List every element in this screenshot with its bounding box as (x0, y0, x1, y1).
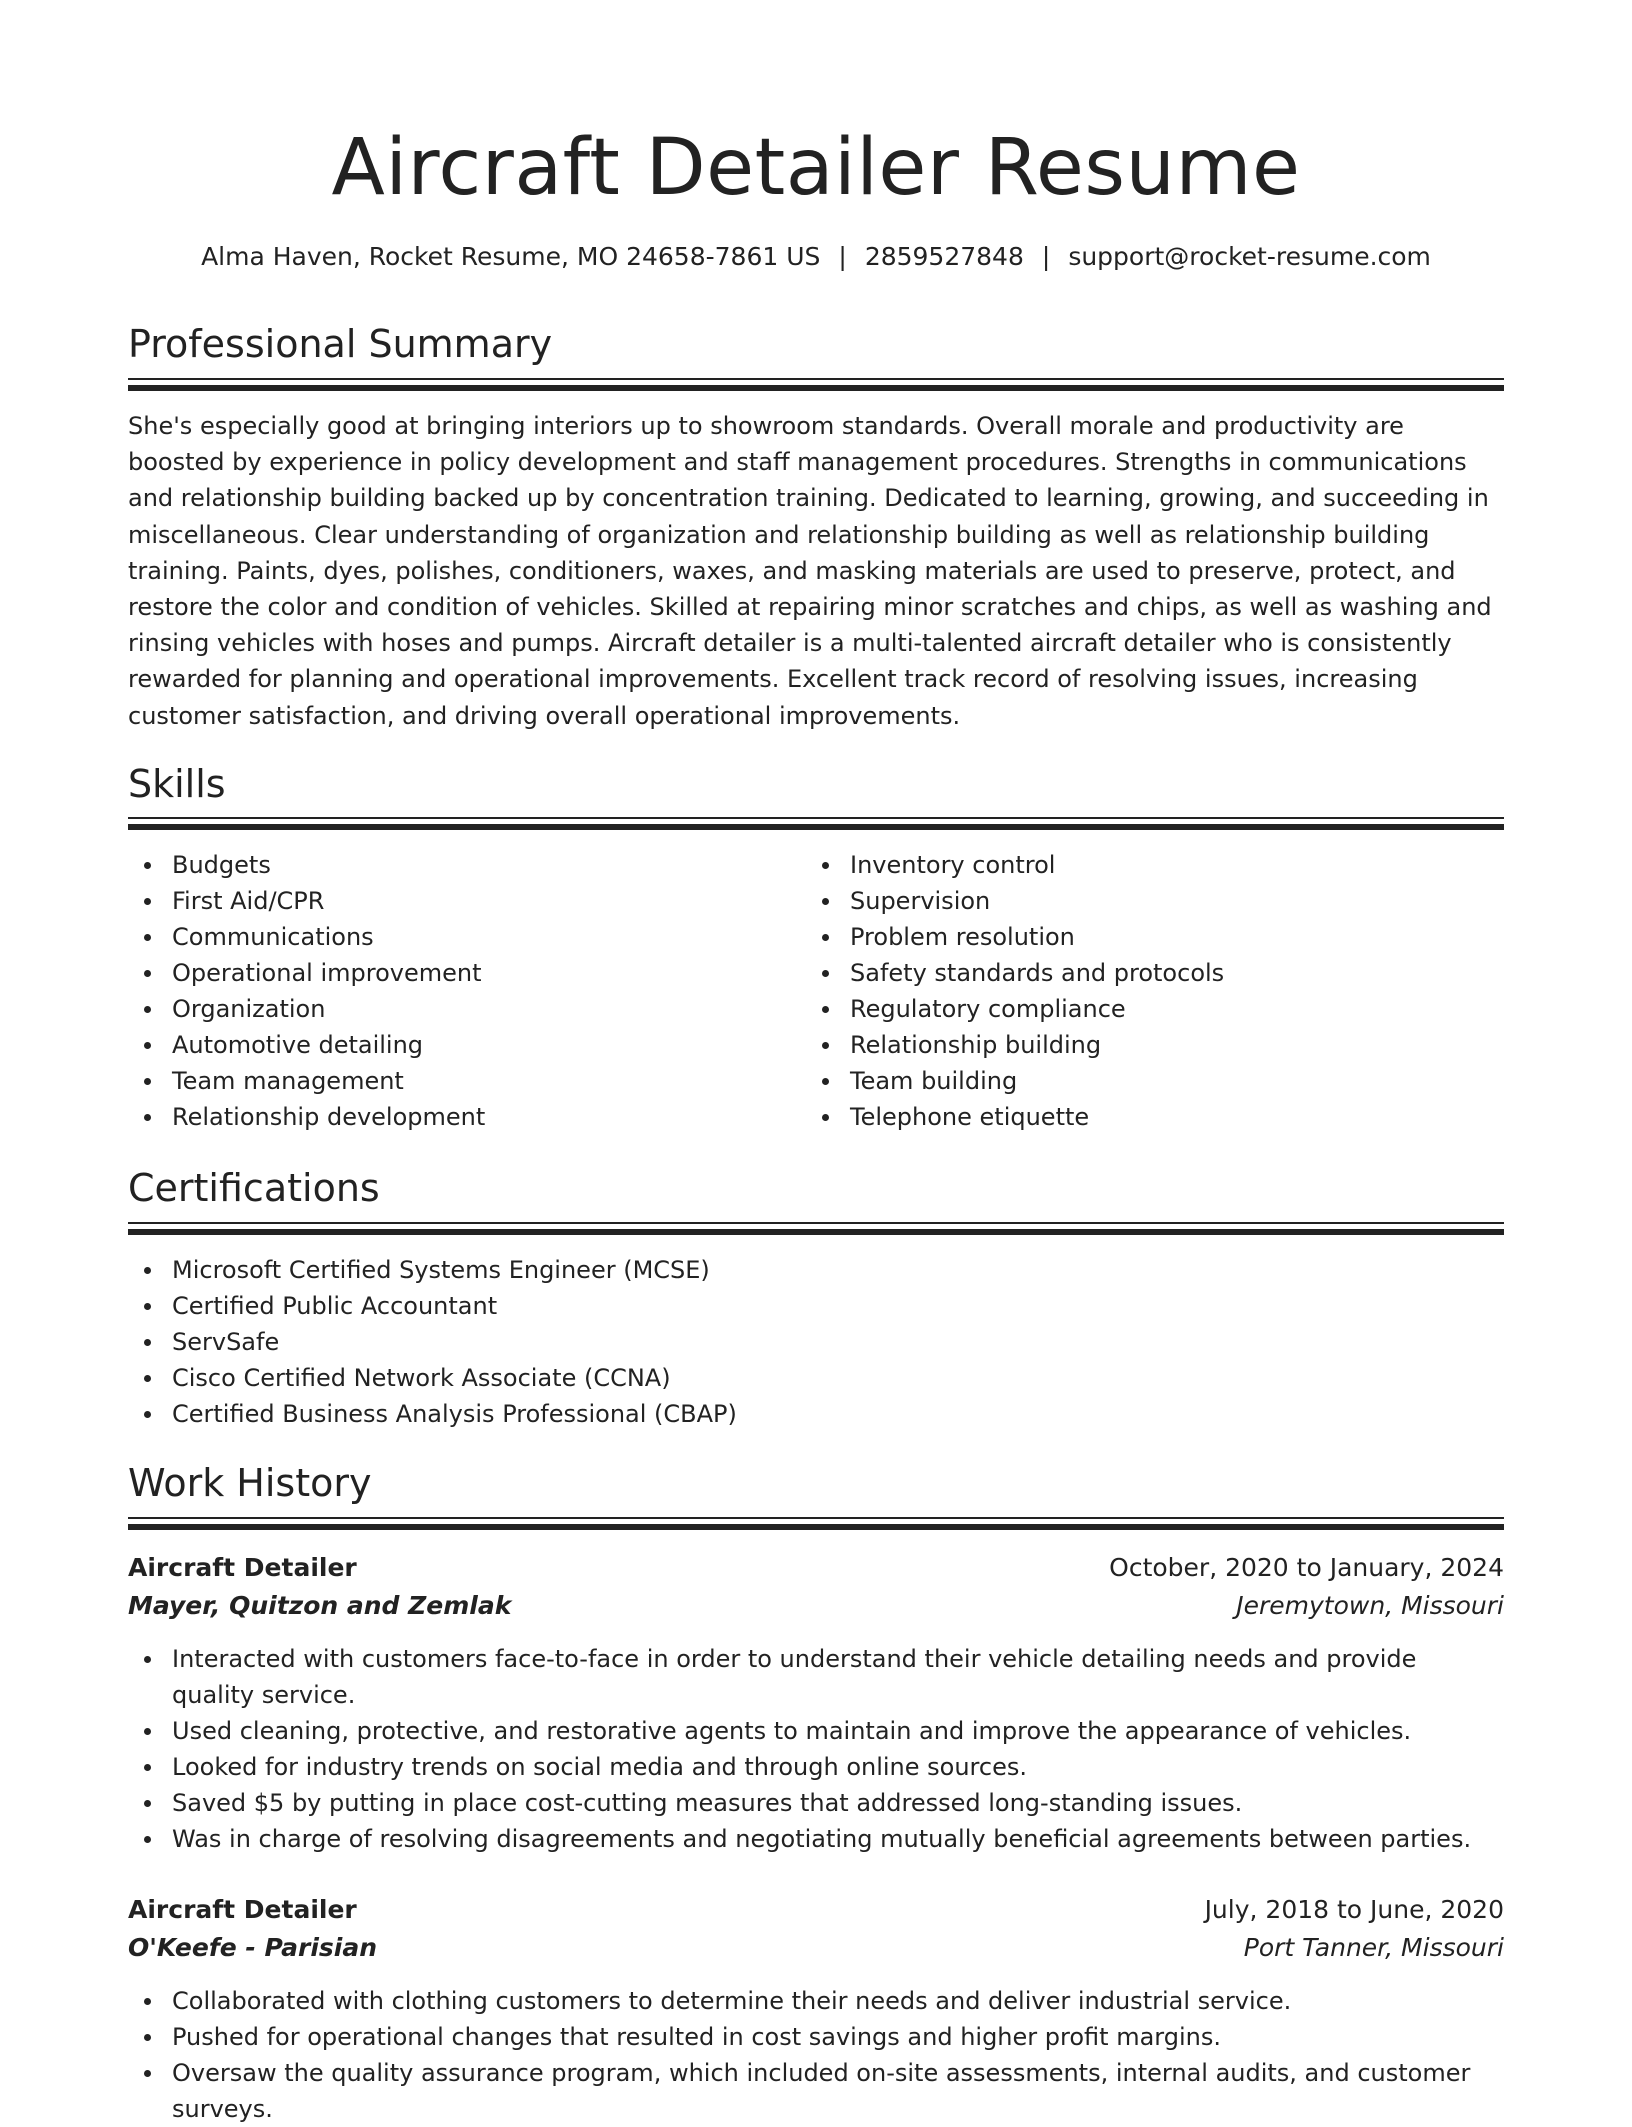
job-bullet: Collaborated with clothing customers to determine their needs and deliver industrial service. (128, 1983, 1504, 2019)
skill-item: Relationship development (128, 1099, 804, 1135)
certifications-section-header (128, 1163, 1504, 1213)
contact-line (128, 240, 1504, 274)
job-bullet: Interacted with customers face-to-face in order to understand their vehicle detailing needs and provide quality service. (128, 1641, 1504, 1713)
skill-item: Regulatory compliance (806, 991, 1482, 1027)
skill-item: Budgets (128, 847, 804, 883)
certifications-list (128, 1252, 1504, 1432)
summary-heading: Professional Summary (128, 322, 553, 366)
skill-item: Team building (806, 1063, 1482, 1099)
section-divider (128, 817, 1504, 819)
summary-section-header (128, 319, 1504, 369)
summary-text: She's especially good at bringing interiors up to showroom standards. Overall morale and productivity are boosted by experience in policy development and staff management procedures. Strengths in communications and relationship building backed up by concentration training. Dedicated to learning, growing, and succeeding in miscellaneous. Clear understanding of organization and relationship building as well as relationship building training. Paints, dyes, polishes, conditioners, waxes, and masking materials are used to preserve, protect, and restore the color and condition of vehicles. Skilled at repairing minor scratches and chips, as well as washing and rinsing vehicles with hoses and pumps. Aircraft detailer is a multi-talented aircraft detailer who is consistently rewarded for planning and operational improvements. Excellent track record of resolving issues, increasing customer satisfaction, and driving overall operational improvements. (128, 412, 1492, 730)
certification-item: Cisco Certified Network Associate (CCNA) (128, 1360, 1504, 1396)
skill-item: Problem resolution (806, 919, 1482, 955)
job-entry (128, 1549, 1504, 1857)
work-history-section-header (128, 1458, 1504, 1508)
job-bullet: Pushed for operational changes that resulted in cost savings and higher profit margins. (128, 2019, 1504, 2055)
contact-address: Alma Haven, Rocket Resume, MO 24658-7861 US (201, 242, 821, 271)
job-dates: July, 2018 to June, 2020 (1204, 1895, 1504, 1924)
skill-item: Organization (128, 991, 804, 1027)
job-location: Port Tanner, Missouri (1243, 1933, 1504, 1962)
skill-item: Inventory control (806, 847, 1482, 883)
skills-column-right (806, 847, 1482, 1135)
resume-title: Aircraft Detailer Resume (331, 123, 1301, 213)
skill-item: Telephone etiquette (806, 1099, 1482, 1135)
contact-email: support@rocket-resume.com (1068, 242, 1431, 271)
job-company: O'Keefe - Parisian (128, 1933, 378, 1962)
skill-item: Operational improvement (128, 955, 804, 991)
job-bullet: Was in charge of resolving disagreements and negotiating mutually beneficial agreements between parties. (128, 1821, 1504, 1857)
section-divider (128, 824, 1504, 830)
job-bullet: Used cleaning, protective, and restorative agents to maintain and improve the appearance of vehicles. (128, 1713, 1504, 1749)
section-divider (128, 378, 1504, 380)
job-entry (128, 1891, 1504, 2127)
skill-item: First Aid/CPR (128, 883, 804, 919)
skills-column-left (128, 847, 804, 1135)
certification-item: ServSafe (128, 1324, 1504, 1360)
section-divider (128, 1517, 1504, 1519)
skills-section-header (128, 759, 1504, 809)
skill-item: Safety standards and protocols (806, 955, 1482, 991)
job-dates: October, 2020 to January, 2024 (1109, 1553, 1504, 1582)
job-bullet: Saved $5 by putting in place cost-cutting measures that addressed long-standing issues. (128, 1785, 1504, 1821)
job-title: Aircraft Detailer (128, 1553, 357, 1582)
job-title: Aircraft Detailer (128, 1895, 357, 1924)
skill-item: Supervision (806, 883, 1482, 919)
certifications-heading: Certifications (128, 1166, 380, 1210)
job-company: Mayer, Quitzon and Zemlak (128, 1591, 512, 1620)
skill-item: Communications (128, 919, 804, 955)
skill-item: Relationship building (806, 1027, 1482, 1063)
certification-item: Certified Public Accountant (128, 1288, 1504, 1324)
job-location: Jeremytown, Missouri (1236, 1591, 1504, 1620)
skills-heading: Skills (128, 762, 226, 806)
section-divider (128, 1222, 1504, 1224)
skill-item: Team management (128, 1063, 804, 1099)
certification-item: Certified Business Analysis Professional (CBAP) (128, 1396, 1504, 1432)
contact-separator: | (1041, 242, 1051, 271)
certification-item: Microsoft Certified Systems Engineer (MCSE) (128, 1252, 1504, 1288)
section-divider (128, 385, 1504, 391)
section-divider (128, 1229, 1504, 1235)
skill-item: Automotive detailing (128, 1027, 804, 1063)
contact-phone: 2859527848 (864, 242, 1024, 271)
section-divider (128, 1524, 1504, 1530)
work-history-heading: Work History (128, 1461, 372, 1505)
job-bullet: Looked for industry trends on social media and through online sources. (128, 1749, 1504, 1785)
job-bullet: Oversaw the quality assurance program, which included on-site assessments, internal audits, and customer surveys. (128, 2055, 1504, 2127)
contact-separator: | (838, 242, 847, 271)
